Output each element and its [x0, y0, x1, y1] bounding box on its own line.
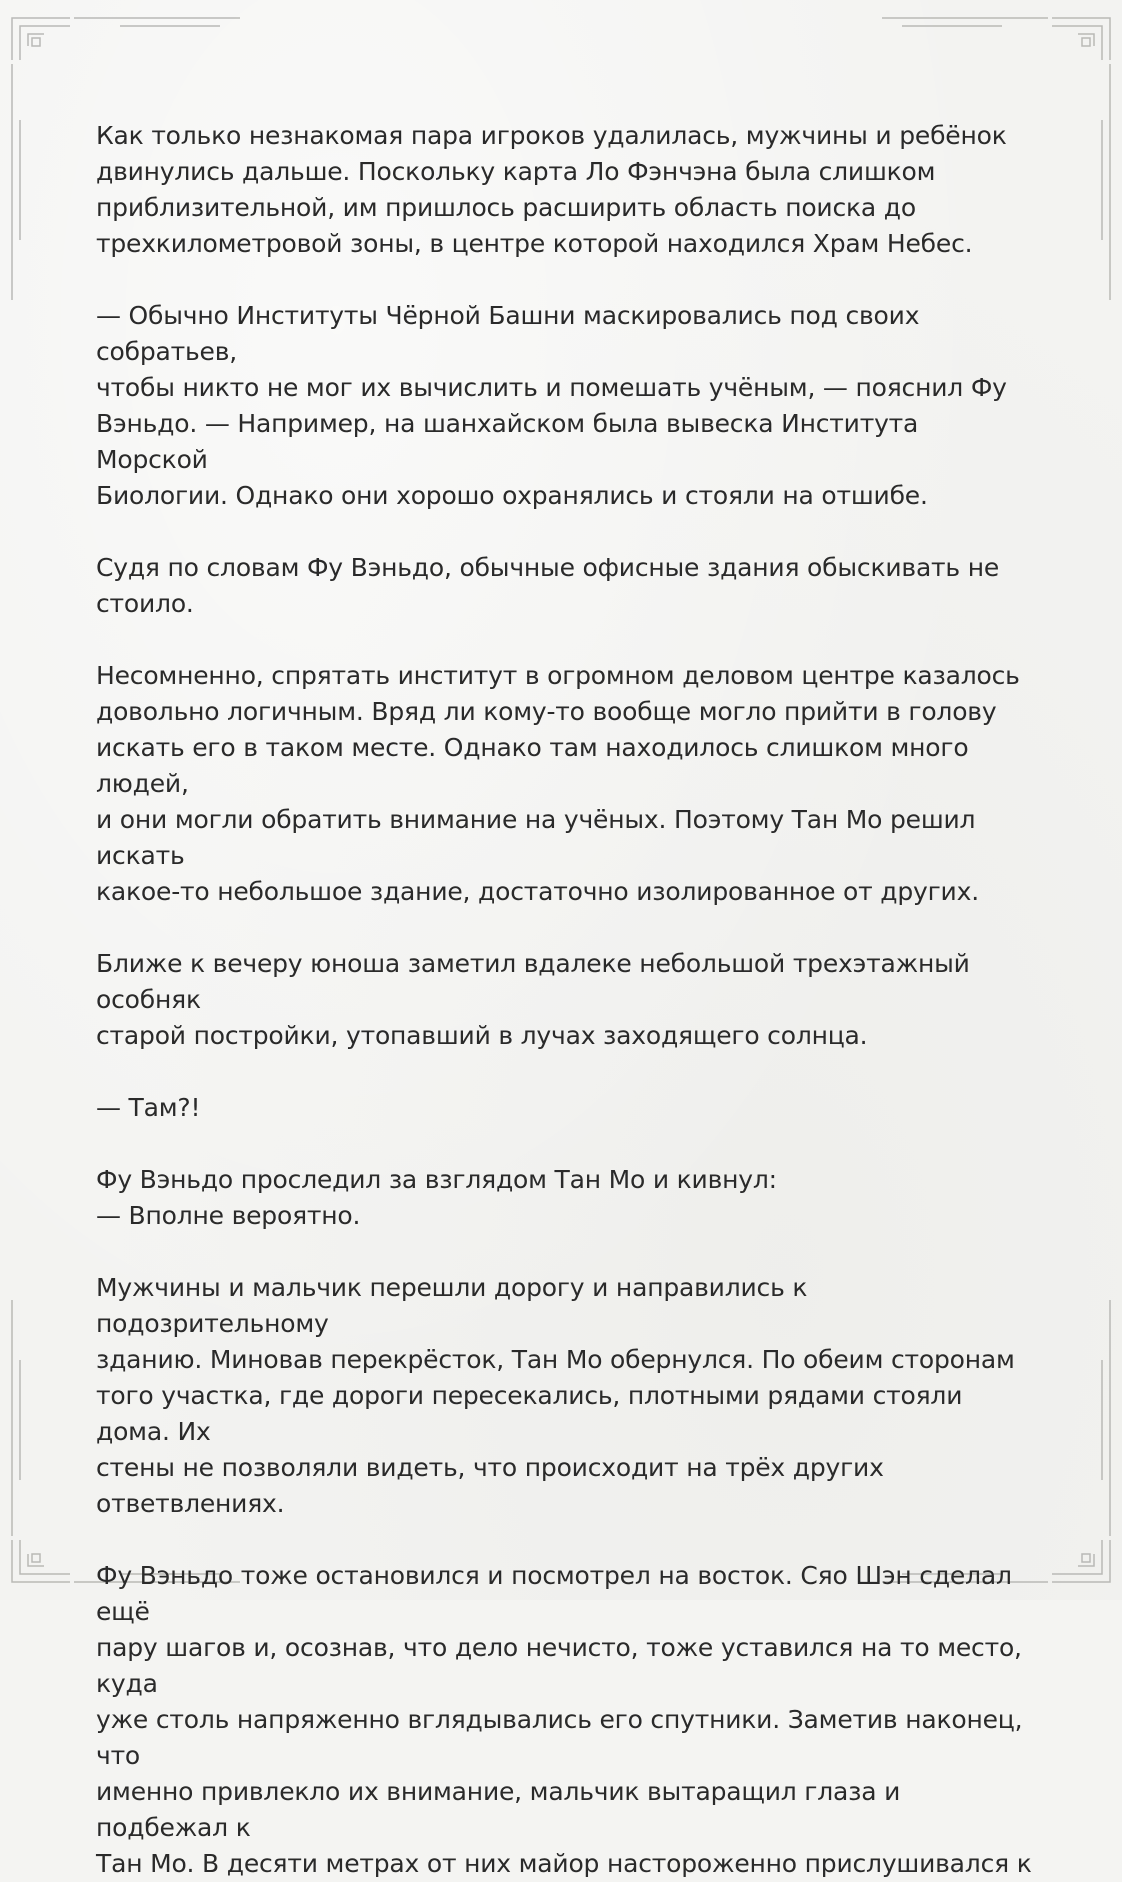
- paragraph-3: Судя по словам Фу Вэньдо, обычные офисные здания обыскивать не стоило.: [96, 553, 1000, 618]
- paragraph-9: Фу Вэньдо тоже остановился и посмотрел на восток. Сяо Шэн сделал ещё пару шагов и, осознав, что дело нечисто, тоже уставился на то место, куда уже столь напряженно вглядывались его спутники. Заметив наконец, что именно привлекло их внимание, мальчик вытаращил глаза и подбежал к Тан Мо. В десяти метрах от них майор настороженно прислушивался к: [96, 1561, 1032, 1878]
- chapter-text: [96, 118, 1036, 1882]
- paragraph-4: Несомненно, спрятать институт в огромном деловом центре казалось довольно логичным. Вряд ли кому-то вообще могло прийти в голову искать его в таком месте. Однако там находилось слишком много людей, и они могли обратить внимание на учёных. Поэтому Тан Мо решил искать какое-то небольшое здание, достаточно изолированное от других.: [96, 661, 1020, 906]
- paragraph-5: Ближе к вечеру юноша заметил вдалеке небольшой трехэтажный особняк старой постройки, утопавший в лучах заходящего солнца.: [96, 949, 970, 1050]
- paragraph-2: — Обычно Институты Чёрной Башни маскировались под своих собратьев, чтобы никто не мог их вычислить и помешать учёным, — пояснил Фу Вэньдо. — Например, на шанхайском была вывеска Института Морской Биологии. Однако они хорошо охранялись и стояли на отшибе.: [96, 301, 1007, 510]
- paragraph-1: Как только незнакомая пара игроков удалилась, мужчины и ребёнок двинулись дальше. Поскольку карта Ло Фэнчэна была слишком приблизительной, им пришлось расширить область поиска до трехкилометровой зоны, в центре которой находился Храм Небес.: [96, 121, 1007, 258]
- paragraph-6: — Там?!: [96, 1093, 201, 1122]
- paragraph-8: Мужчины и мальчик перешли дорогу и направились к подозрительному зданию. Миновав перекрёсток, Тан Мо обернулся. По обеим сторонам того участка, где дороги пересекались, плотными рядами стояли дома. Их стены не позволяли видеть, что происходит на трёх других ответвлениях.: [96, 1273, 1015, 1518]
- paragraph-7: Фу Вэньдо проследил за взглядом Тан Мо и кивнул: — Вполне вероятно.: [96, 1165, 777, 1230]
